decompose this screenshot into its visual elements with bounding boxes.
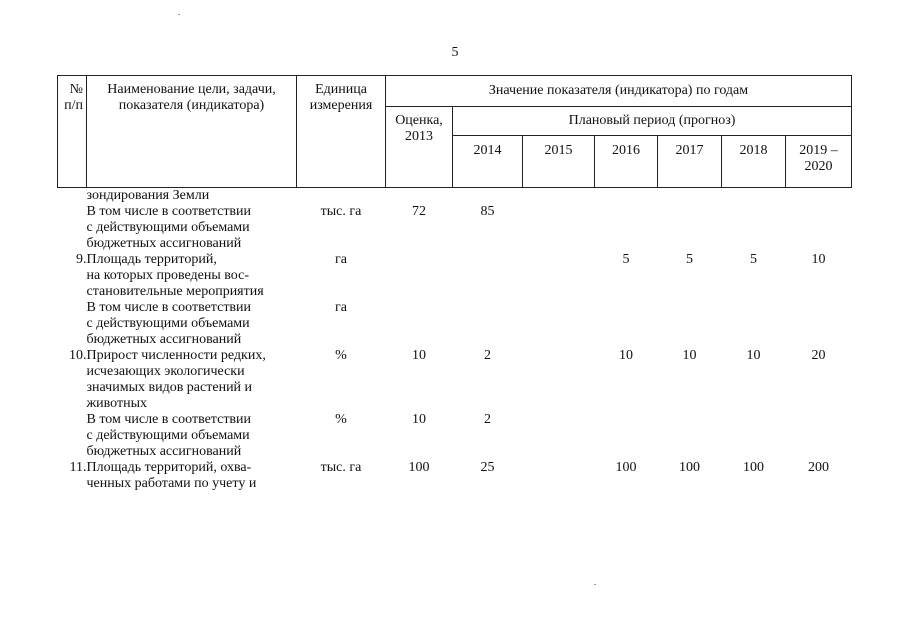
estimate-cell: 72 [412, 204, 426, 219]
row-number: 11. [69, 460, 87, 475]
indicator-name-line: с действующими объемами [86, 220, 250, 235]
value-cell: 5 [686, 252, 693, 267]
estimate-cell [386, 252, 453, 300]
page-number: 5 [451, 45, 459, 60]
indicator-name [87, 204, 297, 252]
value-cell [595, 188, 658, 205]
indicator-name-line: ченных работами по учету и [86, 476, 257, 491]
header-plan: Плановый период (прогноз) [453, 107, 852, 136]
indicator-name-line: с действующими объемами [86, 316, 250, 331]
header-values: Значение показателя (индикатора) по годам [386, 76, 852, 107]
table-header [58, 76, 852, 188]
value-cell: 20 [811, 348, 826, 363]
value-cell [786, 204, 852, 252]
value-cell [722, 300, 786, 348]
value-cell: 25 [480, 460, 495, 475]
table-row [58, 252, 852, 300]
header-year: 2015 [523, 136, 595, 188]
indicator-name-line: животных [86, 396, 148, 411]
value-cell [523, 460, 595, 492]
unit-cell: га [335, 300, 347, 315]
indicator-name-line: значимых видов растений и [86, 380, 253, 395]
value-cell [453, 188, 523, 205]
header-year: 2017 [658, 136, 722, 188]
unit-cell: % [335, 348, 347, 363]
row-number: 9. [76, 252, 87, 267]
value-cell: 10 [682, 348, 697, 363]
header-year: 2018 [722, 136, 786, 188]
unit-cell: тыс. га [320, 460, 362, 475]
row-number [58, 300, 87, 348]
scan-speck [178, 14, 180, 15]
value-cell [523, 188, 595, 205]
indicator-name-line: зондирования Земли [86, 188, 210, 203]
estimate-cell [386, 188, 453, 205]
table-row [58, 460, 852, 492]
indicator-name-line: бюджетных ассигнований [86, 332, 242, 347]
value-cell: 2 [484, 412, 491, 427]
value-cell: 100 [679, 460, 700, 475]
table-row [58, 300, 852, 348]
header-name: Наименование цели, задачи, показателя (индикатора) [87, 76, 297, 188]
estimate-cell: 10 [412, 348, 426, 363]
value-cell [453, 252, 523, 300]
value-cell: 100 [615, 460, 637, 475]
value-cell [523, 412, 595, 460]
value-cell [722, 204, 786, 252]
header-year: 2014 [453, 136, 523, 188]
value-cell: 200 [808, 460, 830, 475]
value-cell [786, 300, 852, 348]
indicator-name-line: В том числе в соответствии [86, 412, 252, 427]
value-cell [523, 204, 595, 252]
indicator-name-line: исчезающих экологически [86, 364, 245, 379]
header-year: 2016 [595, 136, 658, 188]
value-cell [722, 188, 786, 205]
value-cell: 2 [484, 348, 491, 363]
indicator-name-line: Площадь территорий, [86, 252, 217, 267]
table-row [58, 204, 852, 252]
row-number [58, 412, 87, 460]
unit-cell: % [335, 412, 347, 427]
value-cell [595, 204, 658, 252]
value-cell [658, 188, 722, 205]
indicator-name-line: бюджетных ассигнований [86, 236, 242, 251]
table-body [58, 188, 852, 493]
header-unit: Единица измерения [297, 76, 386, 188]
value-cell: 100 [743, 460, 764, 475]
indicator-name [87, 188, 297, 205]
value-cell [523, 252, 595, 300]
indicator-name-line: становительные мероприятия [86, 284, 264, 299]
value-cell [722, 412, 786, 460]
row-number: 10. [69, 348, 87, 363]
value-cell [786, 412, 852, 460]
value-cell [658, 204, 722, 252]
row-number [58, 188, 87, 205]
indicator-name-line: с действующими объемами [86, 428, 250, 443]
indicator-name [87, 412, 297, 460]
indicator-name-line: бюджетных ассигнований [86, 444, 242, 459]
unit-cell [297, 188, 386, 205]
value-cell [595, 300, 658, 348]
row-number [58, 204, 87, 252]
table-row [58, 348, 852, 412]
indicators-table [57, 75, 852, 492]
value-cell [786, 188, 852, 205]
value-cell [658, 412, 722, 460]
indicator-name-line: В том числе в соответствии [86, 300, 252, 315]
table-row [58, 412, 852, 460]
header-year: 2019 – 2020 [786, 136, 852, 188]
table-row [58, 188, 852, 205]
indicator-name [87, 252, 297, 300]
value-cell: 10 [811, 252, 826, 267]
value-cell: 85 [480, 204, 495, 219]
scan-speck [594, 584, 596, 585]
indicator-name [87, 460, 297, 492]
indicator-name-line: В том числе в соответствии [86, 204, 252, 219]
value-cell: 5 [622, 252, 630, 267]
indicator-name [87, 348, 297, 412]
value-cell [523, 348, 595, 412]
indicator-name [87, 300, 297, 348]
indicator-name-line: Площадь территорий, охва- [86, 460, 252, 475]
indicator-name-line: на которых проведены вос- [86, 268, 249, 283]
indicator-name-line: Прирост численности редких, [86, 348, 266, 363]
value-cell [595, 412, 658, 460]
value-cell [523, 300, 595, 348]
value-cell [658, 300, 722, 348]
value-cell: 10 [619, 348, 633, 363]
unit-cell: тыс. га [320, 204, 362, 219]
header-estimate: Оценка, 2013 [386, 107, 453, 188]
value-cell: 5 [750, 252, 757, 267]
header-no: № п/п [58, 76, 87, 188]
estimate-cell: 100 [408, 460, 430, 475]
value-cell: 10 [746, 348, 761, 363]
estimate-cell [386, 300, 453, 348]
value-cell [453, 300, 523, 348]
unit-cell: га [335, 252, 347, 267]
estimate-cell: 10 [412, 412, 426, 427]
